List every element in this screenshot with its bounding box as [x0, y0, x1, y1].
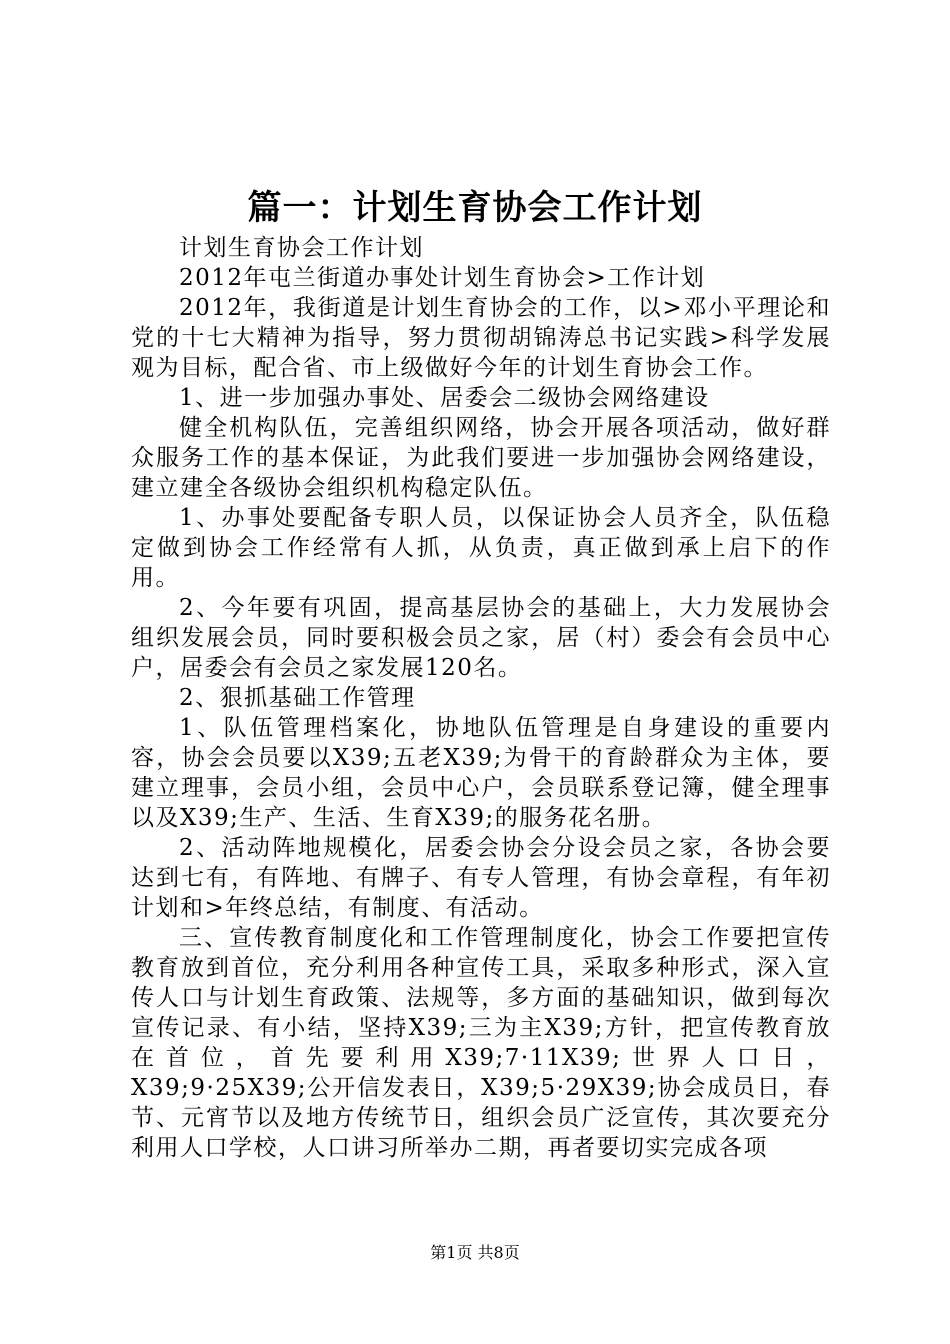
- paragraph: 三、宣传教育制度化和工作管理制度化，协会工作要把宣传教育放到首位，充分利用各种宣传工具，采取多种形式，深入宣传人口与计划生育政策、法规等，多方面的基础知识，做到每次宣传记录、有小结，坚持X39;三为主X39;方针，把宣传教育放在首位，首先要利用X39;7·11X39;世界人口日，X39;9·25X39;公开信发表日，X39;5·29X39;协会成员日，春节、元宵节以及地方传统节日，组织会员广泛宣传，其次要充分利用人口学校，人口讲习所举办二期，再者要切实完成各项: [131, 925, 831, 1161]
- paragraph: 健全机构队伍，完善组织网络，协会开展各项活动，做好群众服务工作的基本保证，为此我们要进一步加强协会网络建设，建立建全各级协会组织机构稳定队伍。: [131, 415, 831, 501]
- paragraph: 1、办事处要配备专职人员，以保证协会人员齐全，队伍稳定做到协会工作经常有人抓，从负责，真正做到承上启下的作用。: [131, 505, 831, 591]
- paragraph: 2、活动阵地规模化，居委会协会分设会员之家，各协会要达到七有，有阵地、有牌子、有专人管理，有协会章程，有年初计划和>年终总结，有制度、有活动。: [131, 835, 831, 921]
- paragraph: 2012年，我街道是计划生育协会的工作，以>邓小平理论和党的十七大精神为指导，努力贯彻胡锦涛总书记实践>科学发展观为目标，配合省、市上级做好今年的计划生育协会工作。: [131, 295, 831, 381]
- page-footer: 第1页 共8页: [430, 1243, 520, 1262]
- section-heading: 1、进一步加强办事处、居委会二级协会网络建设: [179, 385, 710, 411]
- paragraph: 1、队伍管理档案化，协地队伍管理是自身建设的重要内容，协会会员要以X39;五老X39;为骨干的育龄群众为主体，要建立理事，会员小组，会员中心户，会员联系登记簿，健全理事以及X39;生产、生活、生育X39;的服务花名册。: [131, 715, 831, 831]
- paragraph: 2012年屯兰街道办事处计划生育协会>工作计划: [179, 265, 706, 291]
- section-heading: 2、狠抓基础工作管理: [179, 685, 416, 711]
- document-title: 篇一：计划生育协会工作计划: [247, 188, 703, 228]
- document-body: [131, 233, 831, 1163]
- paragraph: 计划生育协会工作计划: [179, 235, 424, 261]
- paragraph: 2、今年要有巩固，提高基层协会的基础上，大力发展协会组织发展会员，同时要积极会员之家，居（村）委会有会员中心户，居委会有会员之家发展120名。: [131, 595, 831, 681]
